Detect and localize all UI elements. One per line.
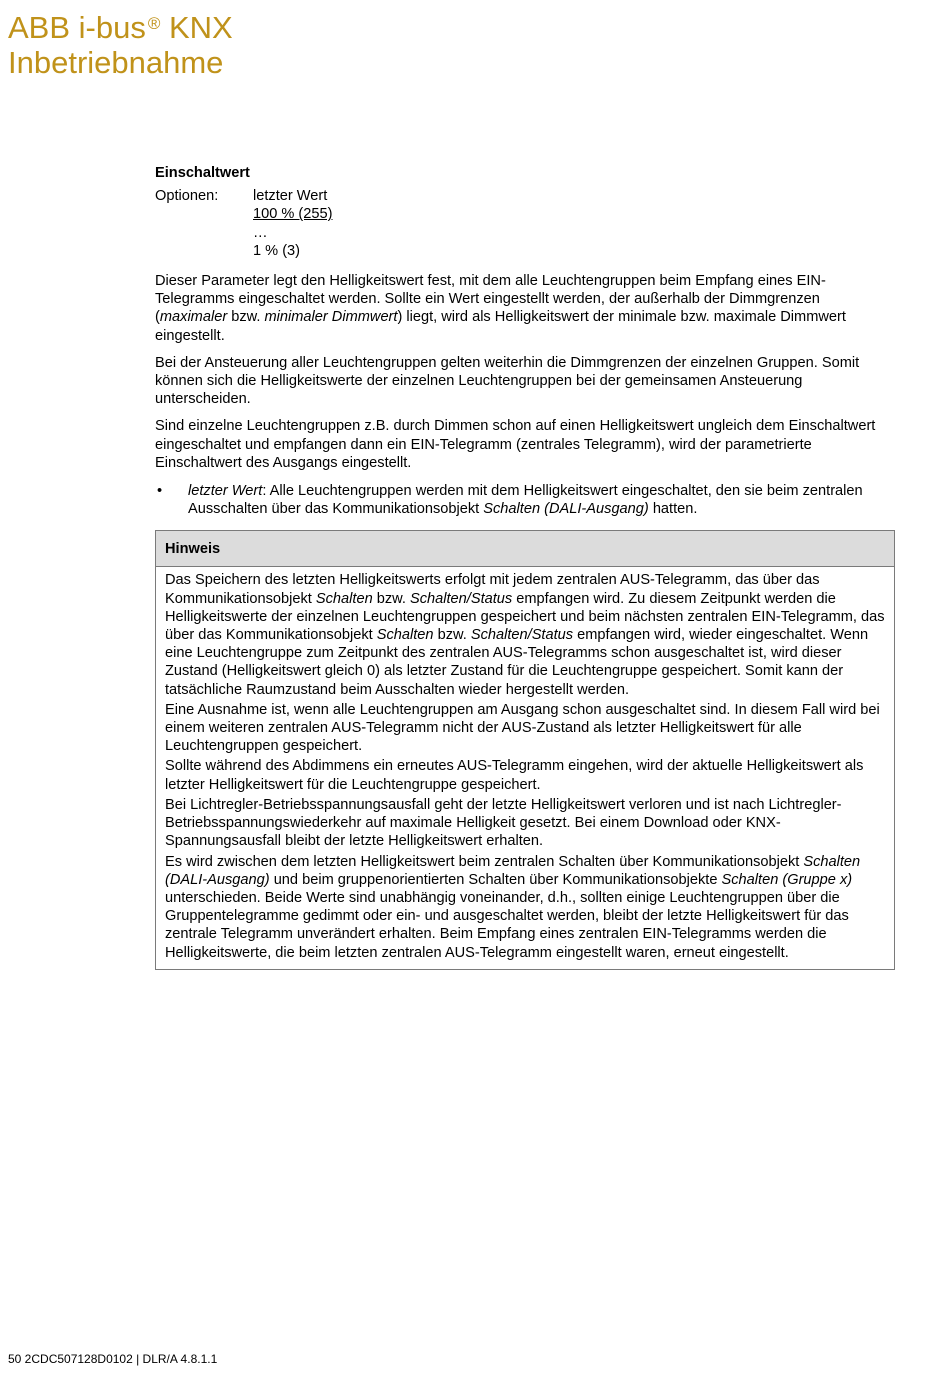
text: empfangen wird. Zu diesem Zeitpunkt werden die Helligkeitswerte der einzelnen Leuchtengruppen gespeichert und beim nächsten zentralen EIN-Telegramm, das über das Kommunikationsobjekt	[165, 590, 885, 644]
option-item: 1 % (3)	[253, 242, 301, 259]
param-name: Schalten	[315, 590, 373, 607]
text: bzw.	[227, 309, 265, 326]
text: unterschieden. Beide Werte sind unabhängig voneinander, d.h., sollten einige Leuchtengruppen über die Gruppentelegramme gedimmt oder ein- und ausgeschaltet werden, bleibt der letzte Helligkeitswert für das zentrale Telegramm unverändert erhalten. Beim Empfang eines zentralen EIN-Telegramms werden die Helligkeitswerte, die beim letzten zentralen AUS-Telegramm eingestellt waren, erneut eingestellt.	[165, 889, 849, 961]
text: Das Speichern des letzten Helligkeitswerts erfolgt mit jedem zentralen AUS-Telegramm, das über das Kommunikationsobjekt	[165, 572, 820, 607]
bullet-item	[155, 482, 895, 518]
bullet-icon: •	[157, 483, 163, 500]
product-name: ABB i-bus	[8, 10, 146, 45]
text: Dieser Parameter legt den Helligkeitswert fest, mit dem alle Leuchtengruppen beim Empfang eines EIN-Telegramms eingeschaltet werden. Sollte ein Wert eingestellt werden, der außerhalb der Dimmgrenzen (	[155, 273, 826, 326]
bullet-text	[188, 482, 895, 518]
paragraph	[155, 272, 895, 345]
note-paragraph: Sollte während des Abdimmens ein erneutes AUS-Telegramm eingehen, wird der aktuelle Helligkeitswert als letzter Helligkeitswert für die Leuchtengruppe gespeichert.	[165, 758, 864, 793]
text: ) liegt, wird als Helligkeitswert der minimale bzw. maximale Dimmwert eingestellt.	[155, 309, 846, 344]
main-content	[155, 164, 895, 970]
param-name: minimaler Dimmwert	[264, 309, 398, 326]
option-item-default: 100 % (255)	[253, 206, 333, 223]
param-name: Schalten (DALI-Ausgang)	[483, 501, 649, 518]
param-name: Schalten	[376, 627, 434, 644]
document-header	[8, 10, 233, 80]
text: empfangen wird, wieder eingeschaltet. Wenn eine Leuchtengruppe zum Zeitpunkt des zentralen AUS-Telegramms schon ausgeschaltet ist, wird dieser Zustand (Helligkeitswert gleich 0) als letzter Zustand für die Leuchtengruppe gespeichert. Somit kann der tatsächliche Raumzustand beim Ausschalten wieder hergestellt werden.	[165, 627, 869, 698]
param-name: Schalten (DALI-Ausgang)	[165, 853, 861, 888]
paragraph: Sind einzelne Leuchtengruppen z.B. durch Dimmen schon auf einen Helligkeitswert ungleich dem Einschaltwert eingeschaltet und empfangen dann ein EIN-Telegramm (zentrales Telegramm), wird der parametrierte Einschaltwert des Ausgangs eingestellt.	[155, 418, 876, 471]
note-paragraph	[165, 571, 885, 698]
option-item: …	[253, 224, 268, 241]
registered-mark: ®	[147, 14, 161, 33]
note-paragraph: Bei Lichtregler-Betriebsspannungsausfall geht der letzte Helligkeitswert verloren und ist nach Lichtregler-Betriebsspannungswiederkehr auf maximale Helligkeit gesetzt. Bei einem Download oder KNX-Spannungsausfall bleibt der letzte Helligkeitswert erhalten.	[165, 796, 842, 850]
text: und beim gruppenorientierten Schalten über Kommunikationsobjekte	[269, 871, 722, 888]
note-paragraph: Eine Ausnahme ist, wenn alle Leuchtengruppen am Ausgang schon ausgeschaltet sind. In diesem Fall wird bei einem weiteren zentralen AUS-Telegramm nicht der AUS-Zustand als letzter Helligkeitswert für alle Leuchtengruppen gespeichert.	[165, 701, 880, 755]
note-title: Hinweis	[156, 531, 894, 567]
product-suffix: KNX	[160, 10, 233, 45]
product-title	[8, 10, 233, 45]
param-name: letzter Wert	[188, 483, 263, 500]
param-name: Schalten (Gruppe x)	[721, 871, 853, 888]
paragraph: Bei der Ansteuerung aller Leuchtengruppen gelten weiterhin die Dimmgrenzen der einzelnen Gruppen. Somit können sich die Helligkeitswerte der einzelnen Leuchtengruppen bei der gemeinsamen Ansteuerung unterscheiden.	[155, 354, 860, 408]
text: Es wird zwischen dem letzten Helligkeitswert beim zentralen Schalten über Kommunikationsobjekt	[165, 853, 804, 870]
options-block	[155, 187, 895, 260]
page-footer: 50 2CDC507128D0102 | DLR/A 4.8.1.1	[8, 1352, 218, 1366]
note-body	[156, 567, 894, 968]
param-name: maximaler	[159, 309, 228, 326]
text: : Alle Leuchtengruppen werden mit dem Helligkeitswert eingeschaltet, den sie beim zentralen Ausschalten über das Kommunikationsobjekt	[188, 483, 863, 518]
text: bzw.	[372, 590, 410, 607]
text: hatten.	[648, 501, 698, 518]
options-list	[253, 187, 333, 260]
note-box	[155, 530, 895, 969]
text: bzw.	[433, 627, 471, 644]
option-item: letzter Wert	[253, 188, 328, 205]
param-name: Schalten/Status	[470, 627, 574, 644]
chapter-title: Inbetriebnahme	[8, 45, 224, 80]
section-heading: Einschaltwert	[155, 165, 250, 181]
note-paragraph	[165, 853, 885, 962]
options-label: Optionen:	[155, 188, 219, 205]
param-name: Schalten/Status	[410, 590, 513, 607]
